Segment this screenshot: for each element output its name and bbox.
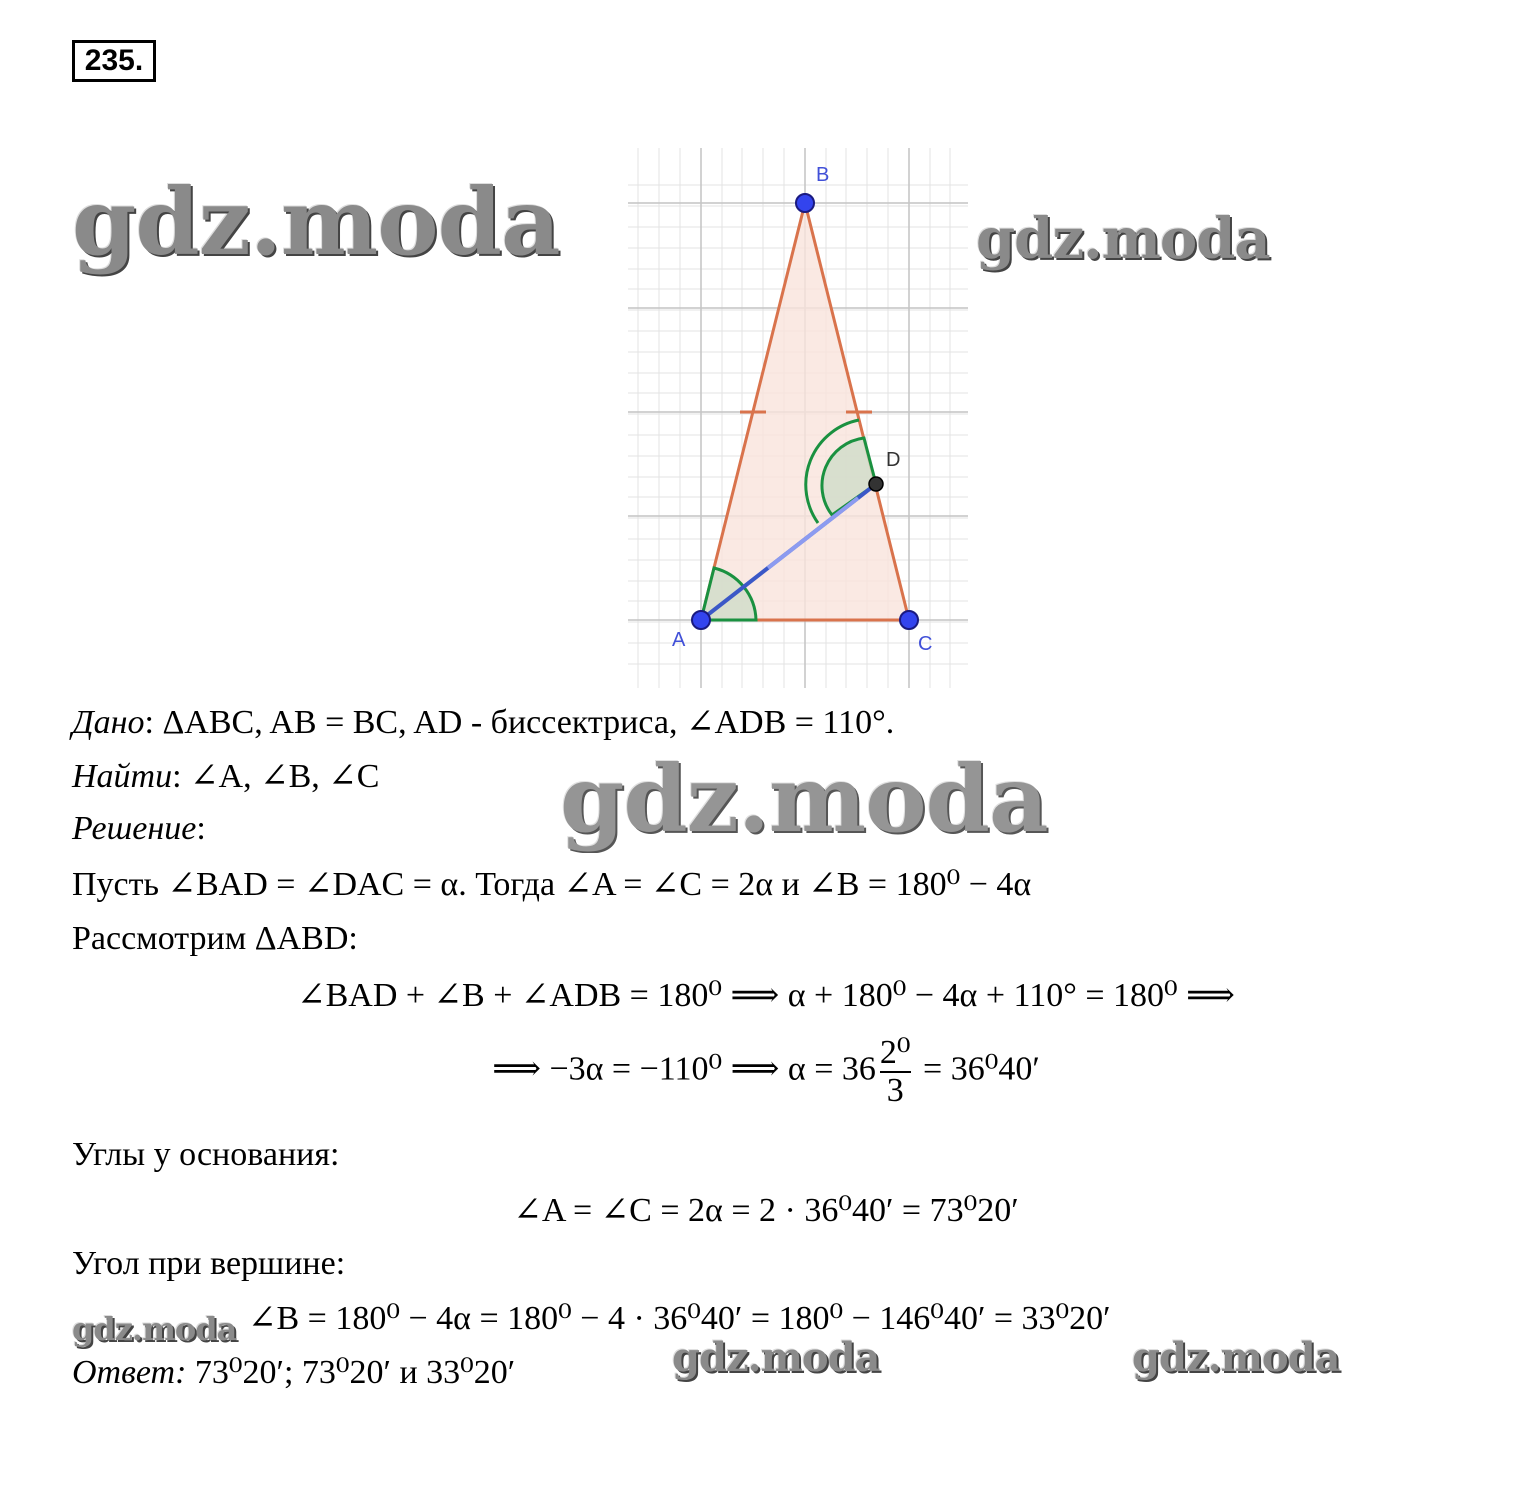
watermark-logo: gdz.moda — [1132, 1334, 1340, 1381]
watermark-logo: gdz.moda — [72, 1310, 237, 1348]
label-d: D — [886, 449, 901, 471]
label-b: B — [816, 164, 830, 186]
answer-line — [72, 1352, 515, 1392]
watermark-logo: gdz.moda — [976, 206, 1270, 272]
solution-label: Решение — [72, 810, 197, 847]
watermark-logo: gdz.moda — [560, 745, 1048, 853]
fraction-numerator: 2⁰ — [879, 1034, 911, 1071]
apex-angle-heading: Угол при вершине: — [72, 1245, 346, 1282]
statement-line: Пусть ∠BAD = ∠DAC = α. Тогда ∠A = ∠C = 2α и ∠B = 180⁰ − 4α — [72, 866, 1032, 903]
base-angles-heading: Углы у основания: — [72, 1136, 340, 1173]
watermark-logo: gdz.moda — [72, 168, 560, 276]
point-d — [869, 477, 883, 491]
consider-line: Рассмотрим ΔABD: — [72, 920, 358, 957]
point-a — [692, 611, 710, 629]
point-b — [796, 194, 814, 212]
watermark-logo: gdz.moda — [672, 1334, 880, 1381]
equation-3: ∠A = ∠C = 2α = 2 · 36⁰40′ = 73⁰20′ — [513, 1192, 1019, 1229]
equation-2-right: = 36⁰40′ — [914, 1050, 1040, 1088]
given-label: Дано — [72, 704, 145, 741]
triangle-figure — [628, 148, 973, 693]
given-line — [72, 702, 894, 742]
equation-4: ∠B = 180⁰ − 4α = 180⁰ − 4 · 36⁰40′ = 180⁰ − 146⁰40′ = 33⁰20′ — [248, 1300, 1111, 1337]
fraction — [880, 1035, 911, 1108]
equation-2 — [0, 1035, 1532, 1108]
find-line — [72, 756, 379, 796]
find-text: : ∠A, ∠B, ∠C — [172, 758, 380, 795]
solution-line — [72, 810, 206, 848]
equation-1: ∠BAD + ∠B + ∠ADB = 180⁰ ⟹ α + 180⁰ − 4α + 110° = 180⁰ ⟹ — [297, 977, 1235, 1014]
equation-2-left: ⟹ −3α = −110⁰ ⟹ α = 36 — [492, 1050, 876, 1088]
problem-number: 235. — [72, 40, 156, 82]
label-c: C — [918, 633, 933, 655]
find-label: Найти — [72, 758, 173, 795]
point-c — [900, 611, 918, 629]
fraction-denominator: 3 — [886, 1071, 904, 1109]
given-text: : ΔABC, AB = BC, AD - биссектриса, ∠ADB = 110°. — [144, 704, 895, 741]
answer-text: 73⁰20′; 73⁰20′ и 33⁰20′ — [186, 1354, 516, 1391]
answer-label: Ответ: — [72, 1354, 187, 1391]
solution-text: : — [196, 810, 206, 847]
label-a: A — [672, 629, 686, 651]
